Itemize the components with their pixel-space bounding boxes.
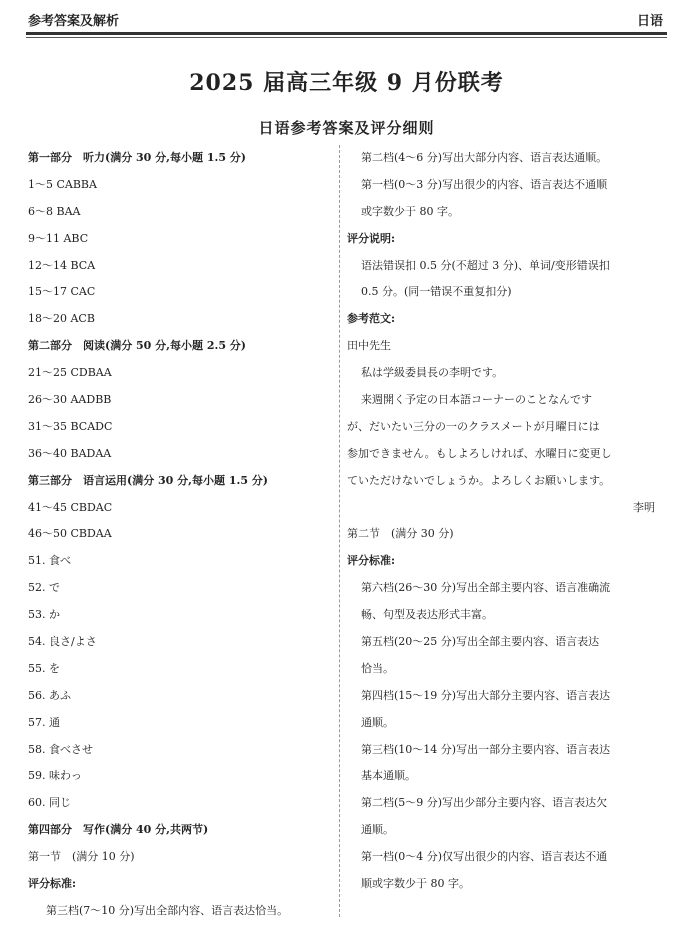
criteria-line: 第四档(15～19 分)写出大部分主要内容、语言表达: [361, 688, 611, 702]
header-rule-thin: [26, 37, 667, 38]
answer-line: 57. 通: [28, 715, 60, 729]
criteria-line: 顺或字数少于 80 字。: [361, 877, 470, 891]
criteria-line: 或字数少于 80 字。: [361, 204, 459, 218]
answer-line: 15～17 CAC: [28, 285, 96, 299]
criteria-line: 第三档(10～14 分)写出一部分主要内容、语言表达: [361, 742, 611, 756]
answer-line: 9～11 ABC: [28, 231, 89, 245]
answer-line: 1～5 CABBA: [28, 177, 97, 191]
criteria-line: 第二档(4～6 分)写出大部分内容、语言表达通顺。: [361, 151, 608, 164]
criteria-line: 第二档(5～9 分)写出少部分主要内容、语言表达欠: [361, 796, 608, 810]
criteria-line: 第一档(0～4 分)仅写出很少的内容、语言表达不通: [361, 850, 608, 864]
criteria-line: 畅、句型及表达形式丰富。: [361, 608, 493, 622]
answer-line: 26～30 AADBB: [28, 393, 112, 407]
section-heading: 第四部分 写作(满分 40 分,共两节): [28, 823, 209, 837]
answer-line: 41～45 CBDAC: [28, 500, 113, 514]
answer-line: 60. 同じ: [28, 796, 71, 810]
answer-line: 12～14 BCA: [28, 258, 96, 272]
answer-line: 21～25 CDBAA: [28, 366, 112, 380]
header-rule-thick: [26, 32, 667, 35]
sample-essay-label: 参考范文:: [347, 312, 396, 326]
page-title: 2025 届高三年级 9 月份联考: [189, 70, 504, 96]
criteria-line: 第六档(26～30 分)写出全部主要内容、语言准确流: [361, 581, 611, 595]
answer-line: 52. で: [28, 581, 60, 595]
scoring-note-line: 语法错误扣 0.5 分(不超过 3 分)、单词/变形错误扣: [361, 258, 610, 272]
left-column: [26, 145, 331, 925]
answer-line: 31～35 BCADC: [28, 419, 113, 433]
sample-essay-line: 私は学級委員長の李明です。: [361, 366, 504, 380]
sample-essay-line: 来週開く予定の日本語コーナーのことなんです: [361, 393, 592, 407]
answer-line: 55. を: [28, 661, 60, 675]
answer-line: 6～8 BAA: [28, 204, 81, 218]
subsection-heading: 第一节 (满分 10 分): [28, 850, 135, 864]
criteria-line: 通顺。: [361, 823, 394, 837]
sample-essay-line: ていただけないでしょうか。よろしくお願いします。: [347, 473, 611, 487]
answer-line: 54. 良さ/よさ: [28, 635, 97, 649]
answer-line: 53. か: [28, 608, 60, 622]
sample-essay-line: 参加できません。もしよろしければ、水曜日に変更し: [347, 446, 612, 460]
criteria-line: 第三档(7～10 分)写出全部内容、语言表达恰当。: [46, 903, 289, 917]
answer-line: 58. 食べさせ: [28, 742, 93, 756]
running-header-right: 日语: [636, 14, 663, 29]
sample-essay-signature: 李明: [633, 500, 655, 514]
page-subtitle: 日语参考答案及评分细则: [258, 119, 435, 137]
answer-line: 59. 味わっ: [28, 769, 82, 783]
right-column: [345, 145, 661, 898]
section-heading: 第三部分 语言运用(满分 30 分,每小题 1.5 分): [28, 473, 269, 487]
criteria-line: 通顺。: [361, 715, 394, 729]
answer-line: 46～50 CBDAA: [28, 527, 112, 541]
subsection-heading: 第二节 (满分 30 分): [347, 527, 454, 541]
criteria-line: 第五档(20～25 分)写出全部主要内容、语言表达: [361, 635, 600, 649]
section-heading: 第一部分 听力(满分 30 分,每小题 1.5 分): [28, 151, 247, 164]
running-header-left: 参考答案及解析: [28, 14, 120, 29]
scoring-note-label: 评分说明:: [347, 231, 396, 245]
criteria-label: 评分标准:: [28, 877, 77, 891]
sample-essay-line: が、だいたい三分の一のクラスメートが月曜日には: [347, 419, 600, 433]
column-divider: [339, 145, 340, 917]
answer-line: 56. あふ: [28, 688, 71, 702]
sample-essay-line: 田中先生: [347, 339, 391, 353]
criteria-label: 评分标准:: [347, 554, 396, 568]
criteria-line: 基本通顺。: [361, 769, 416, 783]
criteria-line: 第一档(0～3 分)写出很少的内容、语言表达不通顺: [361, 177, 608, 191]
answer-line: 18～20 ACB: [28, 312, 95, 326]
answer-line: 36～40 BADAA: [28, 446, 112, 460]
criteria-line: 恰当。: [361, 661, 394, 675]
section-heading: 第二部分 阅读(满分 50 分,每小题 2.5 分): [28, 339, 247, 353]
answer-line: 51. 食べ: [28, 554, 71, 568]
scoring-note-line: 0.5 分。(同一错误不重复扣分): [361, 285, 512, 299]
